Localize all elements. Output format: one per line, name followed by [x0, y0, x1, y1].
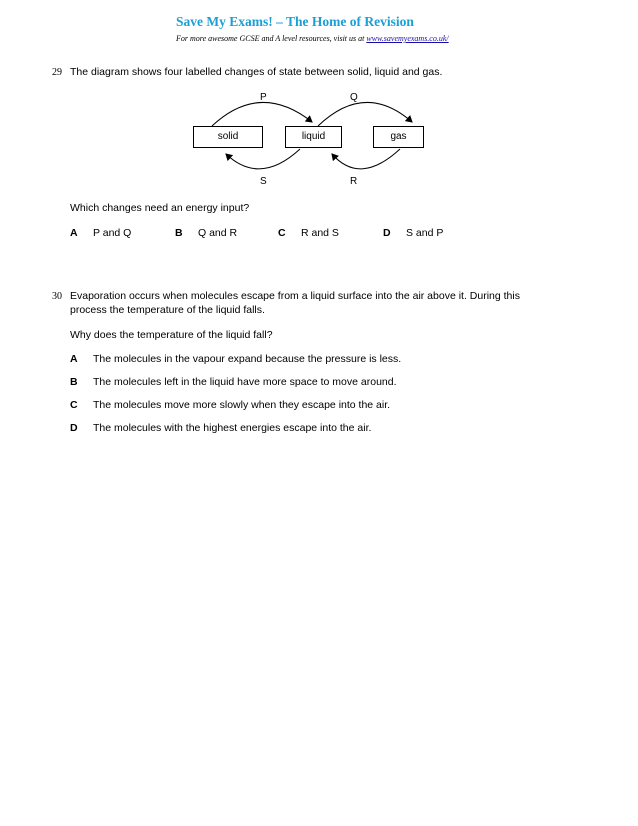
header-title: Save My Exams! – The Home of Revision	[176, 14, 414, 29]
q29-option-d-text[interactable]: S and P	[406, 227, 444, 239]
box-liquid: liquid	[285, 126, 342, 148]
header-subtitle-text: For more awesome GCSE and A level resources, visit us at	[176, 34, 365, 43]
q30-option-c-letter[interactable]: C	[70, 399, 78, 411]
q29-option-a-text[interactable]: P and Q	[93, 227, 132, 239]
arrow-s	[226, 149, 300, 169]
label-q: Q	[350, 92, 358, 103]
label-s: S	[260, 176, 267, 187]
arrow-q	[318, 102, 412, 126]
arrow-p	[212, 102, 312, 126]
q29-question: Which changes need an energy input?	[70, 202, 250, 214]
q30-option-d-text[interactable]: The molecules with the highest energies escape into the air.	[93, 422, 372, 434]
box-solid: solid	[193, 126, 263, 148]
q29-number: 29	[52, 67, 62, 78]
q29-stem: The diagram shows four labelled changes of state between solid, liquid and gas.	[70, 66, 443, 78]
q29-option-b-text[interactable]: Q and R	[198, 227, 238, 239]
q30-question: Why does the temperature of the liquid fall?	[70, 329, 273, 341]
q30-option-a-text[interactable]: The molecules in the vapour expand because the pressure is less.	[93, 353, 402, 365]
state-change-diagram	[160, 86, 460, 196]
q30-option-d-letter[interactable]: D	[70, 422, 78, 434]
header-subtitle	[176, 34, 449, 43]
box-gas: gas	[373, 126, 424, 148]
q30-stem-line1: Evaporation occurs when molecules escape from a liquid surface into the air above it. During this	[70, 290, 520, 302]
q30-option-b-text[interactable]: The molecules left in the liquid have more space to move around.	[93, 376, 397, 388]
q29-option-a-letter[interactable]: A	[70, 227, 78, 239]
q29-option-b-letter[interactable]: B	[175, 227, 183, 239]
q30-option-a-letter[interactable]: A	[70, 353, 78, 365]
arrow-r	[332, 149, 400, 169]
q29-option-c-letter[interactable]: C	[278, 227, 286, 239]
q29-option-d-letter[interactable]: D	[383, 227, 391, 239]
q29-option-c-text[interactable]: R and S	[301, 227, 339, 239]
q30-option-b-letter[interactable]: B	[70, 376, 78, 388]
label-p: P	[260, 92, 267, 103]
label-r: R	[350, 176, 358, 187]
q30-number: 30	[52, 291, 62, 302]
q30-option-c-text[interactable]: The molecules move more slowly when they escape into the air.	[93, 399, 391, 411]
q30-stem-line2: process the temperature of the liquid falls.	[70, 304, 265, 316]
header-link[interactable]: www.savemyexams.co.uk/	[366, 34, 449, 43]
